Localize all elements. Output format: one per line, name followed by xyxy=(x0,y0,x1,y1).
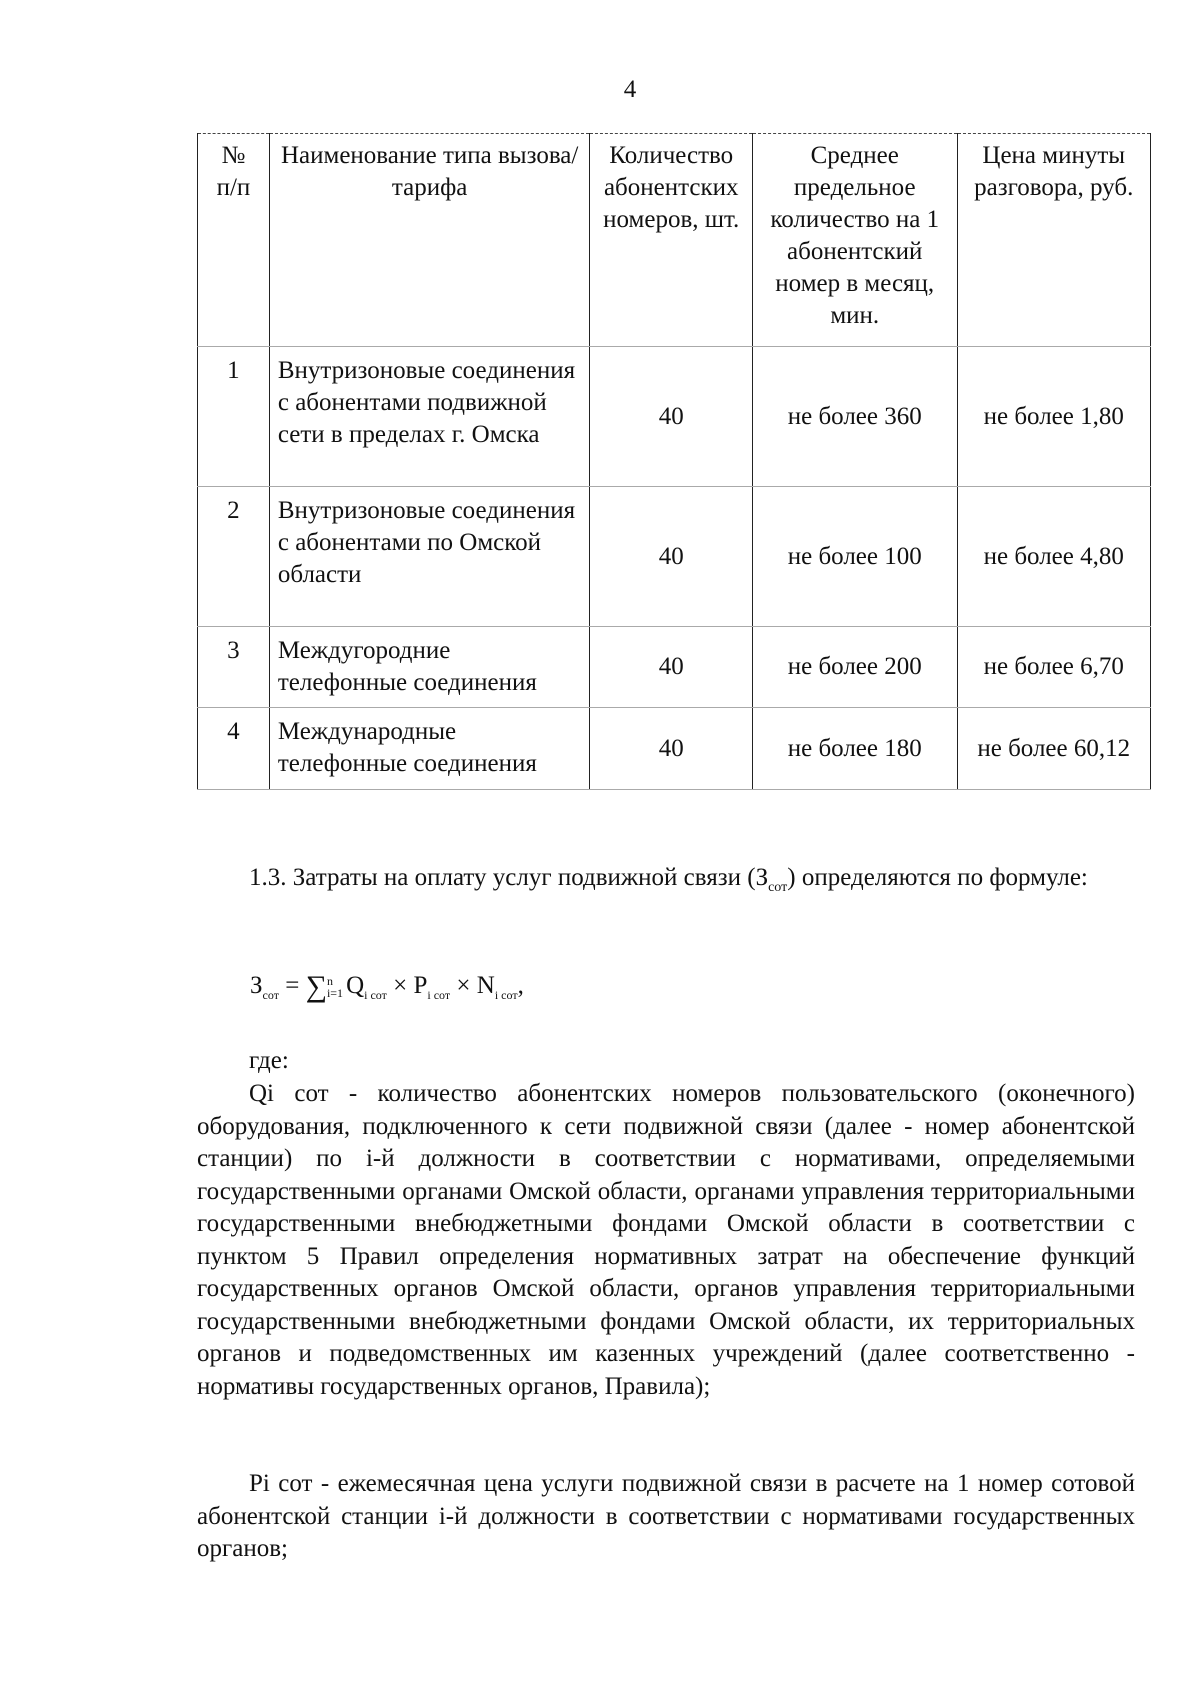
formula-n-sub: i сот xyxy=(494,988,518,1002)
formula-eq: = xyxy=(278,972,306,999)
formula-lhs: З xyxy=(250,972,263,999)
section-1-3-text-before: 1.3. Затраты на оплату услуг подвижной связи (З xyxy=(249,864,769,891)
formula-sum-sup: n xyxy=(326,974,333,989)
row-count: 40 xyxy=(590,627,753,708)
formula-q-sub: i сот xyxy=(364,988,387,1002)
cost-formula xyxy=(250,970,524,1004)
table-row xyxy=(198,627,1151,708)
section-1-3-text-after: ) определяются по формуле: xyxy=(787,864,1088,891)
row-call-type: Международные телефонные соединения xyxy=(269,708,590,790)
row-count: 40 xyxy=(590,487,753,627)
formula-tail: , xyxy=(517,972,524,999)
header-count: Количество абонентских номеров, шт. xyxy=(590,134,753,347)
row-call-type: Междугородние телефонные соединения xyxy=(269,627,590,708)
formula-q: Q xyxy=(346,972,365,999)
page-number: 4 xyxy=(623,76,637,103)
row-count: 40 xyxy=(590,708,753,790)
table-row xyxy=(198,708,1151,790)
formula-sum-sub: i=1 xyxy=(326,986,344,1001)
header-minutes: Среднее предельное количество на 1 абонентский номер в месяц, мин. xyxy=(752,134,957,347)
table-row xyxy=(198,487,1151,627)
table-row xyxy=(198,347,1151,487)
row-call-type: Внутризоновые соединения с абонентами по Омской области xyxy=(269,487,590,627)
sum-sign-icon: ∑ xyxy=(305,970,327,1003)
row-minutes: не более 200 xyxy=(752,627,957,708)
formula-p: P xyxy=(413,972,428,999)
row-call-type: Внутризоновые соединения с абонентами подвижной сети в пределах г. Омска xyxy=(269,347,590,487)
row-price: не более 6,70 xyxy=(957,627,1151,708)
paragraph-pi: Pi сот - ежемесячная цена услуги подвижной связи в расчете на 1 номер сотовой абонентской станции i-й должности в соответствии с нормативами государственных органов; xyxy=(197,1470,1135,1562)
header-num: № п/п xyxy=(198,134,270,347)
row-count: 40 xyxy=(590,347,753,487)
formula-lhs-sub: сот xyxy=(262,988,279,1002)
formula-p-sub: i сот xyxy=(427,988,451,1002)
row-price: не более 60,12 xyxy=(957,708,1151,790)
tariff-table xyxy=(197,133,1151,790)
paragraph-qi: Qi сот - количество абонентских номеров пользовательского (оконечного) оборудования, подключенного к сети подвижной связи (далее - номер абонентской станции) по i-й должности в соответствии с нормативами, определяемыми государственными органами Омской области, органами управления территориальными государственными внебюджетными фондами Омской области в соответствии с пунктом 5 Правил определения нормативных затрат на обеспечение функций государственных органов Омской области, органов управления территориальными государственными внебюджетными фондами Омской области, их территориальных органов и подведомственных им казенных учреждений (далее соответственно - нормативы государственных органов, Правила); xyxy=(197,1080,1135,1400)
row-num: 3 xyxy=(198,627,270,708)
header-price: Цена минуты разговора, руб. xyxy=(957,134,1151,347)
row-price: не более 1,80 xyxy=(957,347,1151,487)
row-num: 1 xyxy=(198,347,270,487)
row-num: 2 xyxy=(198,487,270,627)
row-minutes: не более 180 xyxy=(752,708,957,790)
header-call-type: Наименование типа вызова/тарифа xyxy=(269,134,590,347)
formula-times-1: × xyxy=(386,972,414,999)
row-num: 4 xyxy=(198,708,270,790)
formula-times-2: × xyxy=(450,972,477,999)
section-1-3-paragraph xyxy=(197,862,1135,905)
row-minutes: не более 360 xyxy=(752,347,957,487)
table-header-row xyxy=(198,134,1151,347)
formula-n: N xyxy=(476,972,495,999)
section-1-3-subscript: сот xyxy=(768,880,788,895)
where-label: где: xyxy=(249,1047,289,1074)
row-price: не более 4,80 xyxy=(957,487,1151,627)
row-minutes: не более 100 xyxy=(752,487,957,627)
